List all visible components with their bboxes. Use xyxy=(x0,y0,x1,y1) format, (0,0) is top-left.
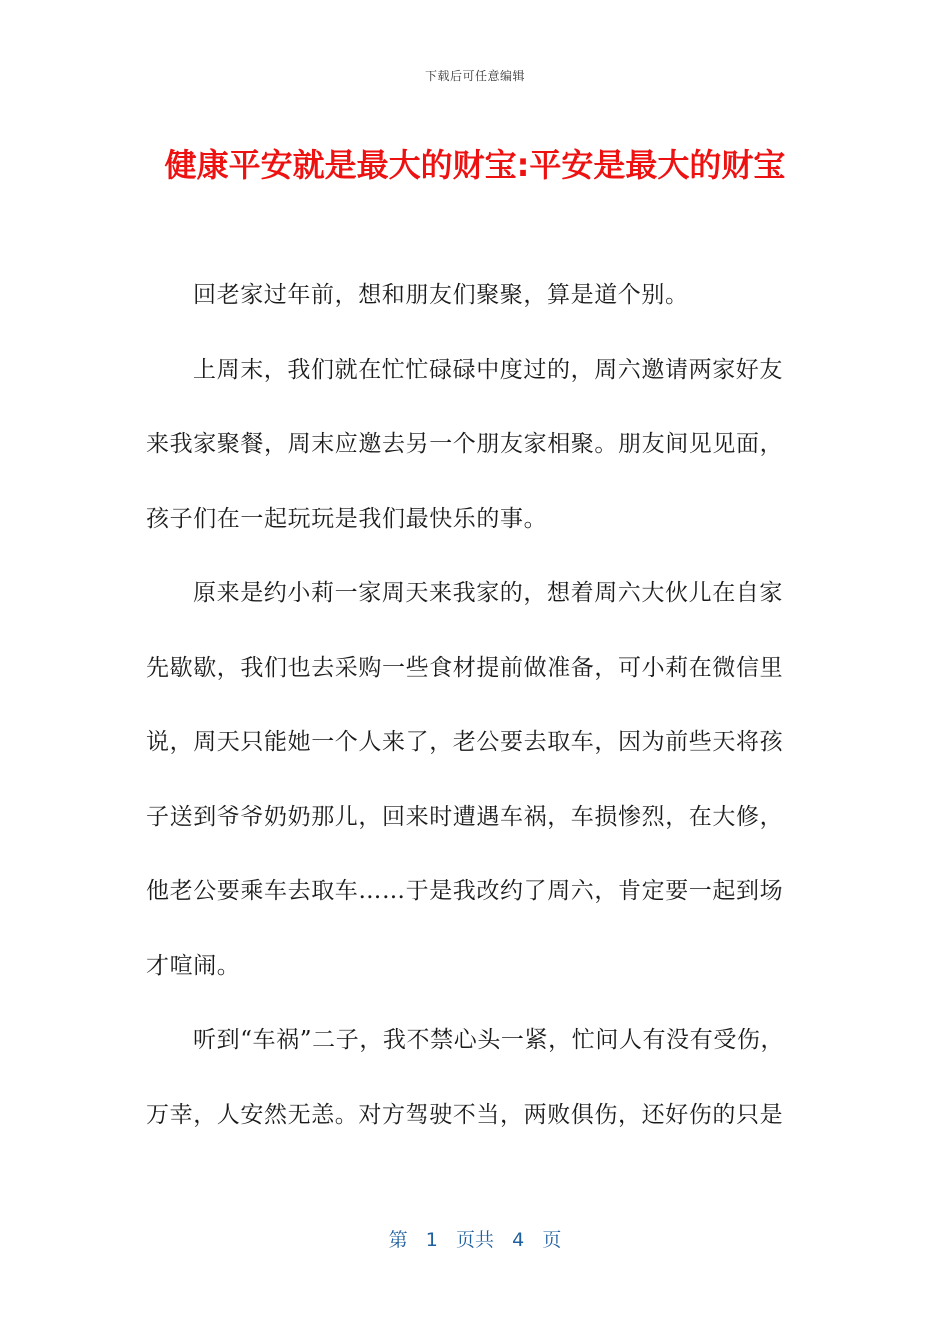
paragraph-line: 他老公要乘车去取车……于是我改约了周六，肯定要一起到场 xyxy=(146,878,784,904)
paragraph-line: 回老家过年前，想和朋友们聚聚，算是道个别。 xyxy=(193,282,689,308)
paragraph-line: 听到“车祸”二子，我不禁心头一紧，忙问人有没有受伤， xyxy=(193,1027,785,1053)
header-note: 下载后可任意编辑 xyxy=(424,69,525,83)
paragraph-line: 先歇歇，我们也去采购一些食材提前做准备，可小莉在微信里 xyxy=(146,654,784,681)
paragraph-line: 子送到爷爷奶奶那儿，回来时遭遇车祸，车损惨烈，在大修， xyxy=(146,803,784,830)
page-number-footer: 第 1 页共 4 页 xyxy=(388,1229,562,1251)
document-title: 健康平安就是最大的财宝:平安是最大的财宝 xyxy=(164,146,786,184)
paragraph-line: 才喧闹。 xyxy=(146,952,241,979)
paragraph-line: 上周末，我们就在忙忙碌碌中度过的，周六邀请两家好友 xyxy=(193,356,783,383)
paragraph-line: 万幸，人安然无恙。对方驾驶不当，两败俱伤，还好伤的只是 xyxy=(146,1101,784,1128)
paragraph-line: 来我家聚餐，周末应邀去另一个朋友家相聚。朋友间见见面， xyxy=(146,431,784,457)
document-body xyxy=(146,270,806,1164)
paragraph-line: 原来是约小莉一家周天来我家的，想着周六大伙儿在自家 xyxy=(193,580,783,606)
paragraph-line: 说，周天只能她一个人来了，老公要去取车，因为前些天将孩 xyxy=(146,729,784,755)
paragraph-line: 孩子们在一起玩玩是我们最快乐的事。 xyxy=(146,505,548,532)
